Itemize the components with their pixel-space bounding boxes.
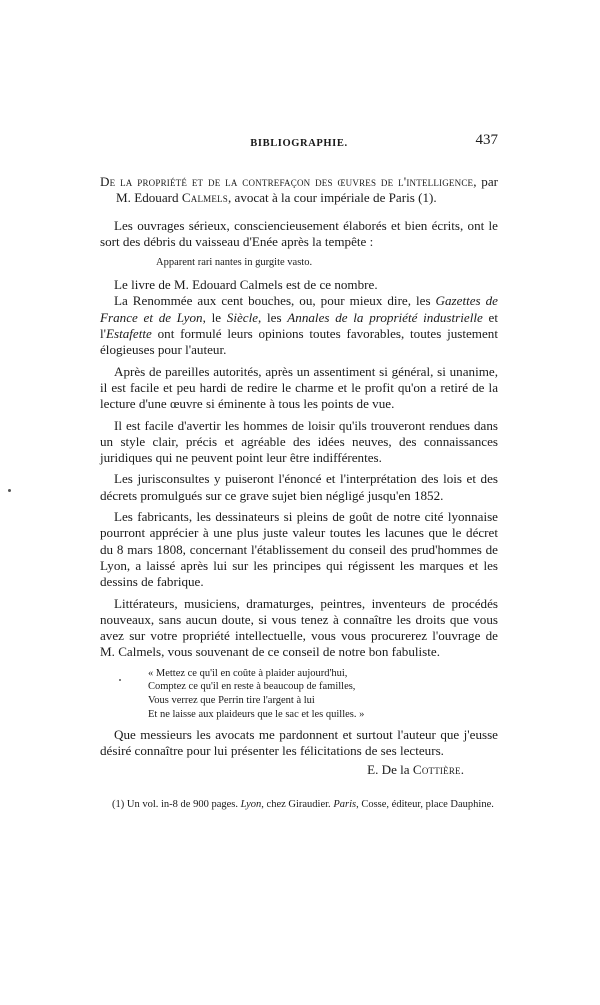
running-head-title: BIBLIOGRAPHIE. — [250, 138, 348, 149]
page-number: 437 — [475, 132, 498, 148]
verse-line: « Mettez ce qu'il en coûte à plaider aujourd'hui, — [148, 667, 348, 679]
book-page — [100, 132, 498, 812]
article-author: Calmels — [181, 190, 228, 206]
p3-text: et l' — [100, 309, 498, 342]
p3-title-gazettes: Gazettes de France et de Lyon — [100, 293, 498, 325]
paragraph-1: Les ouvrages sérieux, consciencieusement élaborés et bien écrits, ont le sort des débris du vaisseau d'Enée après la tempête : — [100, 217, 498, 249]
article-author-detail: , avocat à la cour impériale de Paris (1). — [227, 190, 437, 206]
footnote-text: , chez Giraudier. — [261, 798, 334, 810]
signature-suffix: . — [460, 761, 464, 777]
paragraph-2: Le livre de M. Edouard Calmels est de ce nombre. — [114, 277, 378, 293]
p3-text: , les — [258, 309, 288, 325]
verse-line: Et ne laisse aux plaideurs que le sac et les quilles. » — [148, 708, 365, 720]
verse-line: Comptez ce qu'il en reste à beaucoup de familles, — [148, 681, 356, 693]
footnote — [100, 798, 498, 812]
signature-name: Cottière — [412, 761, 461, 777]
paragraph-5: Il est facile d'avertir les hommes de loisir qu'ils trouveront rendues dans un style clair, précis et agréable des idées neuves, des connaissances juridiques qui ne peuvent point leur être indifférentes. — [100, 417, 498, 466]
paragraph-7: Les fabricants, les dessinateurs si pleins de goût de notre cité lyonnaise pourront apprécier à une plus juste valeur toutes les lacunes que le décret du 8 mars 1808, concernant l'établissement du conseil des prud'hommes de Lyon, a laissé après lui sur les principes qui régissent les marques et les dessins de fabrique. — [100, 509, 498, 590]
article-by: par M. Edouard — [116, 174, 498, 206]
p3-text: ont formulé leurs opinions toutes favorables, toutes justement élogieuses pour l'auteur. — [100, 326, 498, 358]
p3-text: , le — [202, 309, 227, 325]
latin-quote: Apparent rari nantes in gurgite vasto. — [156, 257, 313, 269]
paragraph-6: Les jurisconsultes y puiseront l'énoncé et l'interprétation des lois et des décrets promulgués sur ce grave sujet bien négligé jusqu'en 1852. — [100, 471, 498, 503]
signature — [100, 762, 498, 778]
running-head — [100, 132, 498, 156]
p3-text: La Renommée aux cent bouches, ou, pour mieux dire, les — [114, 293, 436, 309]
margin-speck — [8, 489, 11, 492]
paragraph-8: Littérateurs, musiciens, dramaturges, peintres, inventeurs de procédés nouveaux, sans aucun doute, si vous tenez à connaître les droits que vous avez sur votre propriété intellectuelle, vous vous procurerez l'ouvrage de M. Calmels, vous souvenant de ce conseil de notre bon fabuliste. — [100, 595, 498, 660]
p3-title-annales: Annales de la propriété industrielle — [287, 309, 483, 325]
article-heading — [100, 174, 498, 207]
paragraph-9: Que messieurs les avocats me pardonnent et surtout l'auteur que j'eusse désiré connaître pour lui présenter les félicitations de ses lecteurs. — [100, 727, 498, 759]
footnote-city-paris: Paris — [333, 798, 357, 810]
verse-line: Vous verrez que Perrin tire l'argent à lui — [148, 694, 315, 706]
paragraph-3 — [100, 293, 498, 358]
footnote-text: (1) Un vol. in-8 de 900 pages. — [112, 798, 241, 810]
p3-title-estafette: Estafette — [106, 326, 152, 342]
article-title: De la propriété et de la contrefaçon des œuvres de l'intelligence, — [100, 174, 477, 189]
verse-quote — [100, 667, 498, 721]
footnote-text: , Cosse, éditeur, place Dauphine. — [356, 798, 494, 810]
p3-title-siecle: Siècle — [226, 309, 259, 325]
footnote-city-lyon: Lyon — [240, 798, 262, 810]
paragraph-4: Après de pareilles autorités, après un assentiment si général, si unanime, il est facile et peu hardi de redire le charme et le profit qu'on a retiré de la lecture d'une œuvre si éminente à tous les points de vue. — [100, 363, 498, 412]
signature-prefix: E. De la — [367, 761, 413, 777]
